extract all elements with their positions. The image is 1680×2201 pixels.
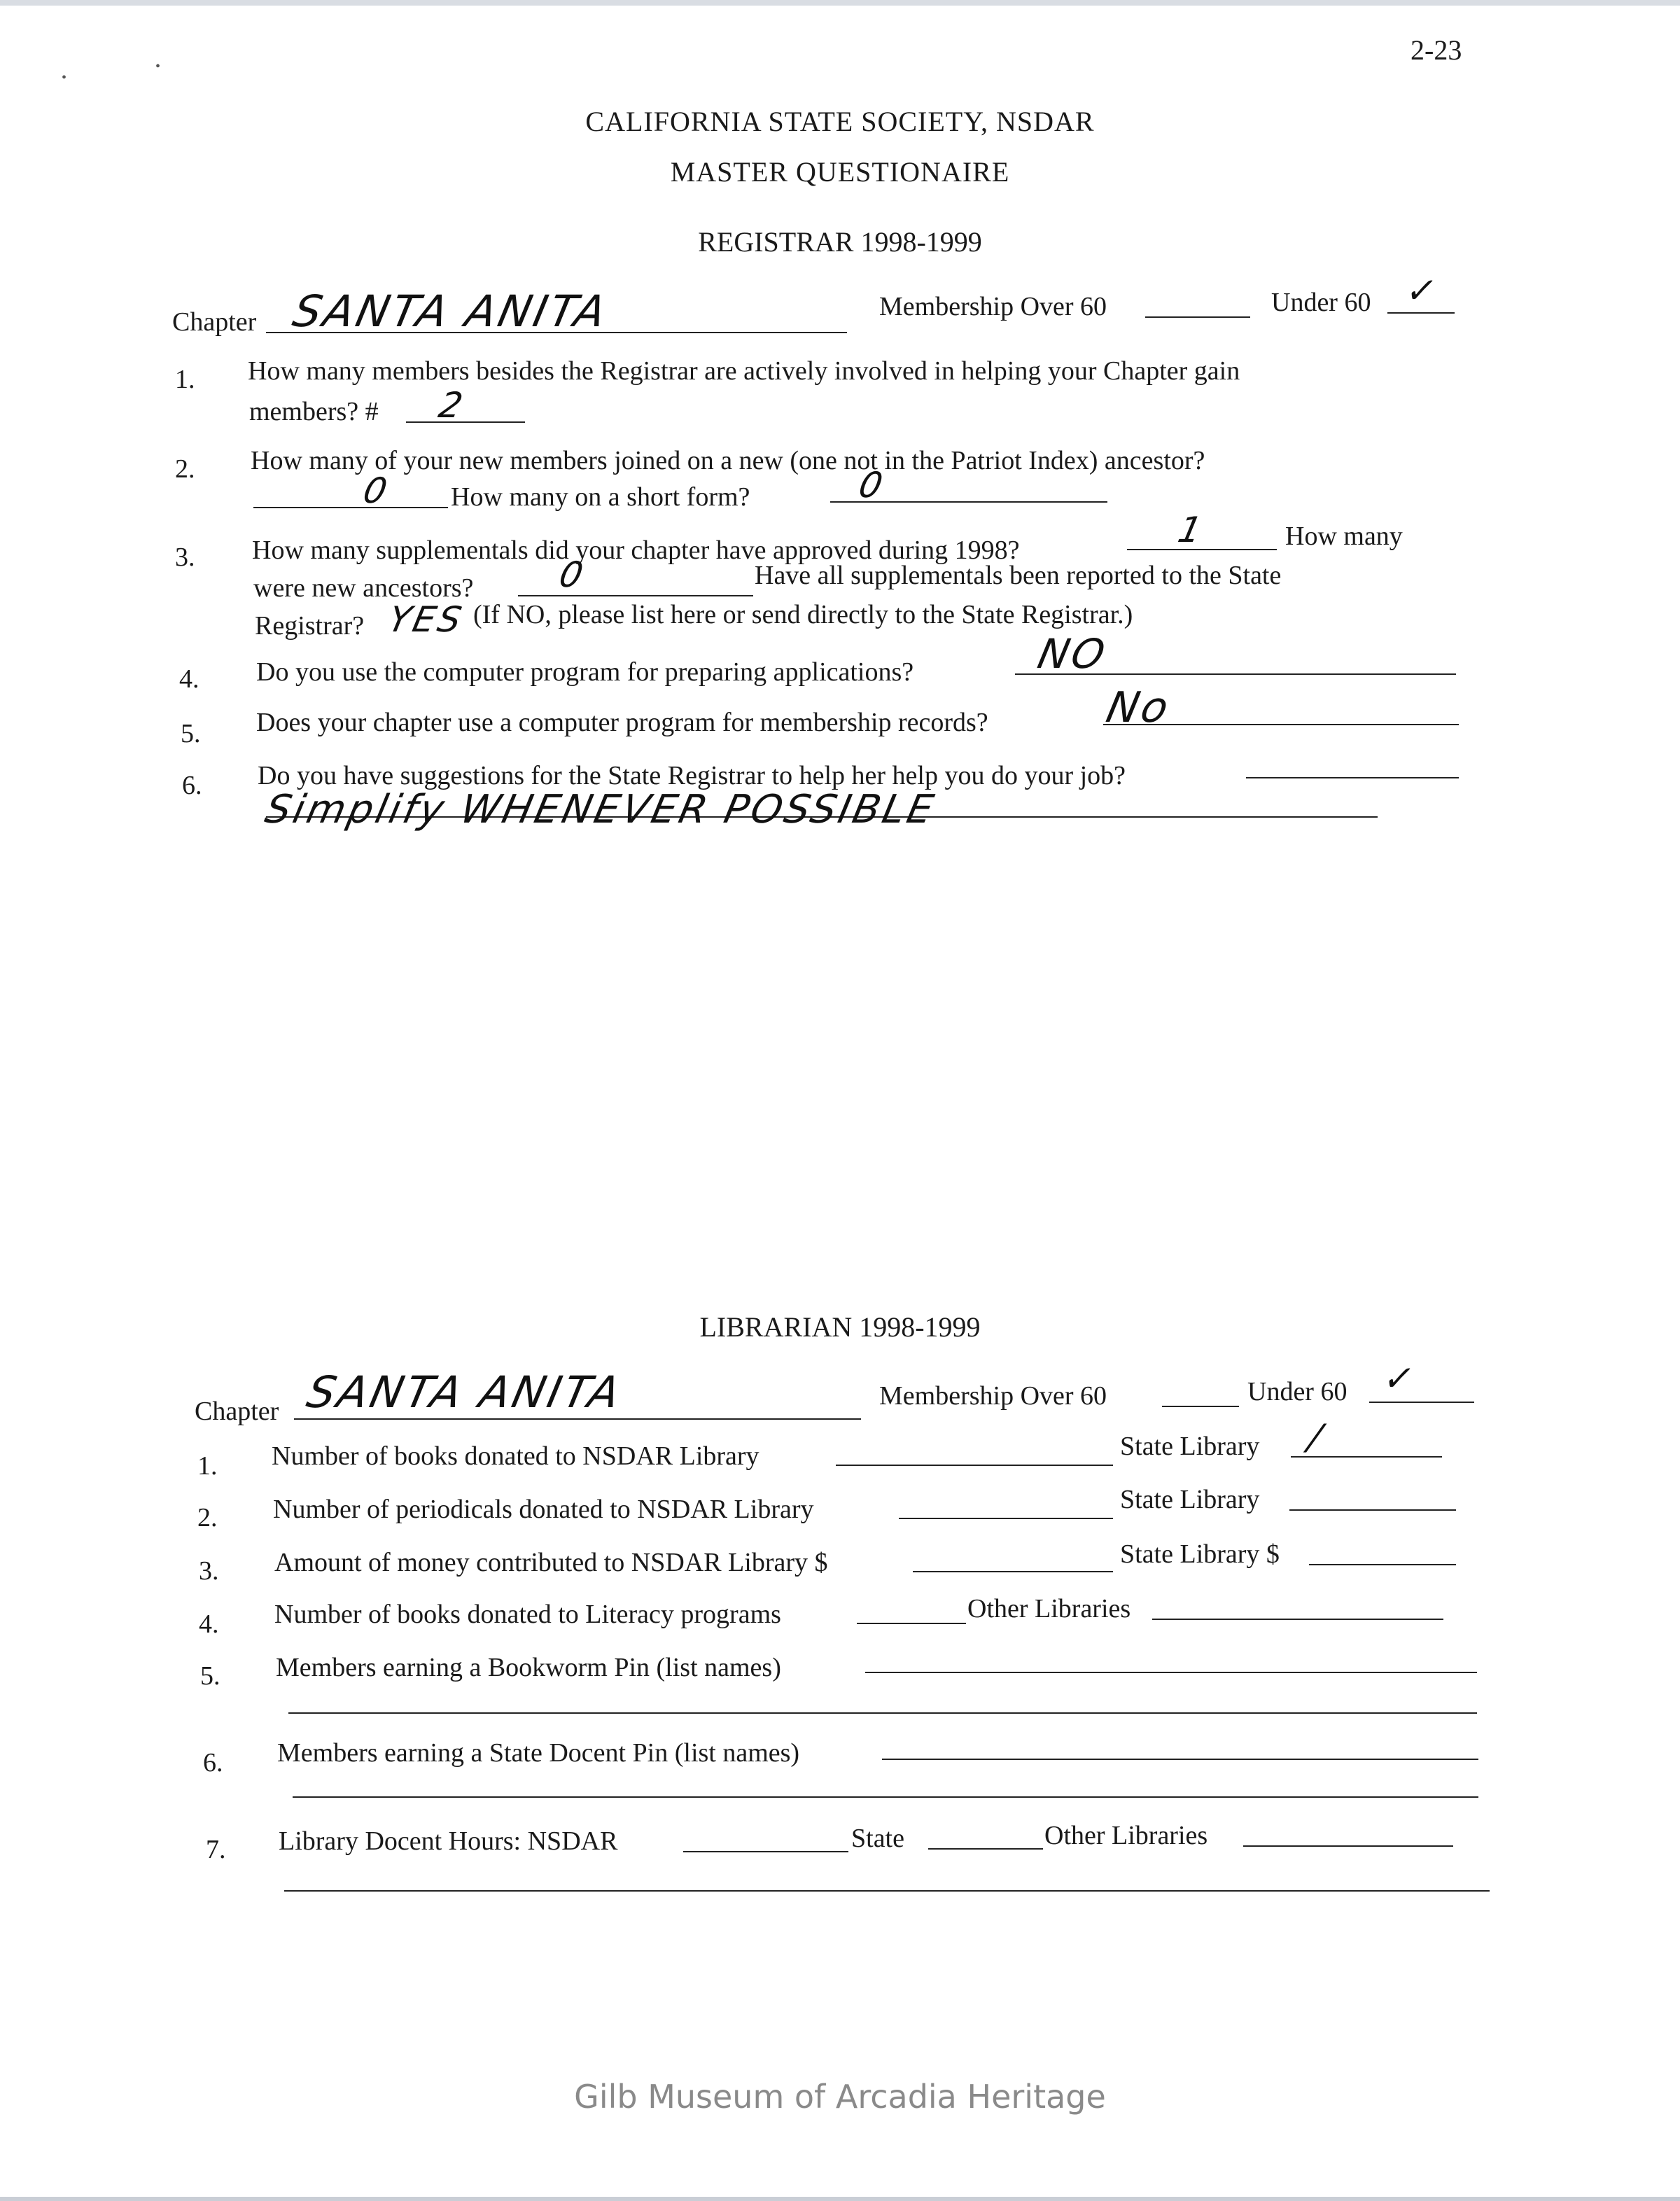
librarian-item-3-right-line xyxy=(1309,1564,1456,1565)
question-3-text-line3b: (If NO, please list here or send directly to the State Registrar.) xyxy=(473,600,1133,629)
librarian-item-4-right-line xyxy=(1152,1619,1443,1620)
librarian-item-7-text: Library Docent Hours: NSDAR xyxy=(279,1826,618,1856)
librarian-item-4-right: Other Libraries xyxy=(967,1594,1131,1623)
librarian-under60-line xyxy=(1369,1402,1474,1403)
question-3-answer-line xyxy=(1127,549,1277,550)
scan-bottom-edge xyxy=(0,2197,1680,2201)
question-3-reported-answer: YES xyxy=(384,599,468,640)
question-3-text-cont: were new ancestors? xyxy=(253,573,474,603)
registrar-under60-line xyxy=(1387,312,1455,314)
librarian-item-2-right-line xyxy=(1289,1509,1456,1511)
librarian-item-7-other-line xyxy=(1243,1845,1453,1847)
question-number: 5. xyxy=(181,719,201,748)
librarian-under60-label: Under 60 xyxy=(1247,1377,1348,1406)
question-number: 1. xyxy=(175,365,195,394)
question-number: 2. xyxy=(175,454,195,484)
librarian-over60-label: Membership Over 60 xyxy=(879,1381,1107,1411)
librarian-chapter-line xyxy=(294,1418,861,1420)
question-2-text: How many of your new members joined on a new (one not in the Patriot Index) ancestor? xyxy=(251,446,1205,475)
registrar-over60-line xyxy=(1145,316,1250,318)
librarian-item-5-line-a xyxy=(865,1672,1477,1673)
librarian-item-6-line-b xyxy=(293,1796,1478,1798)
librarian-item-5-text: Members earning a Bookworm Pin (list names) xyxy=(276,1653,781,1682)
librarian-item-3-text: Amount of money contributed to NSDAR Library $ xyxy=(274,1548,828,1577)
question-6-text: Do you have suggestions for the State Registrar to help her help you do your job? xyxy=(258,761,1126,790)
question-4-text: Do you use the computer program for preparing applications? xyxy=(256,657,914,687)
librarian-item-7-nsdar-line xyxy=(683,1851,848,1852)
question-2-shortform-answer: 0 xyxy=(855,465,889,505)
registrar-under60-label: Under 60 xyxy=(1271,288,1371,317)
librarian-item-1-text: Number of books donated to NSDAR Library xyxy=(272,1441,760,1471)
question-2-answer: 0 xyxy=(359,470,393,511)
librarian-item-number: 2. xyxy=(197,1503,218,1532)
question-6-answer-line-a xyxy=(1246,777,1459,778)
registrar-heading: REGISTRAR 1998-1999 xyxy=(698,226,982,258)
librarian-chapter-label: Chapter xyxy=(195,1397,279,1426)
question-4-answer: NO xyxy=(1033,630,1112,678)
librarian-item-7-mid: State xyxy=(851,1824,904,1853)
librarian-item-4-text: Number of books donated to Literacy programs xyxy=(274,1600,781,1629)
question-number: 6. xyxy=(182,771,202,800)
librarian-item-number: 6. xyxy=(203,1748,223,1777)
librarian-under60-mark: ✓ xyxy=(1380,1358,1422,1399)
librarian-item-1-right-answer: / xyxy=(1304,1417,1329,1458)
librarian-item-7-line-b xyxy=(284,1890,1490,1892)
registrar-chapter-value: SANTA ANITA xyxy=(288,286,613,337)
question-3-ancestors-line xyxy=(518,595,753,596)
librarian-item-number: 5. xyxy=(200,1661,220,1691)
librarian-item-2-right: State Library xyxy=(1120,1485,1260,1514)
librarian-item-1-right: State Library xyxy=(1120,1432,1260,1461)
question-number: 3. xyxy=(175,543,195,572)
question-1-answer: 2 xyxy=(435,385,469,426)
question-6-answer: Simplify WHENEVER POSSIBLE xyxy=(261,787,940,832)
librarian-item-2-text: Number of periodicals donated to NSDAR Library xyxy=(273,1495,814,1524)
librarian-over60-line xyxy=(1162,1406,1239,1407)
museum-watermark: Gilb Museum of Arcadia Heritage xyxy=(574,2078,1106,2116)
question-2-answer-line xyxy=(253,507,448,508)
question-1-text: How many members besides the Registrar are actively involved in helping your Chapter gain xyxy=(248,356,1240,386)
librarian-item-7-right: Other Libraries xyxy=(1044,1821,1208,1850)
question-1-text-cont: members? # xyxy=(249,397,379,426)
librarian-item-1-line xyxy=(836,1465,1113,1466)
librarian-heading: LIBRARIAN 1998-1999 xyxy=(699,1311,981,1343)
question-1-answer-line xyxy=(406,421,525,423)
librarian-item-number: 4. xyxy=(199,1609,219,1639)
question-3-text-cont-b: Have all supplementals been reported to the State xyxy=(755,561,1282,590)
question-3-text-line3: Registrar? xyxy=(255,611,365,641)
librarian-item-2-line xyxy=(899,1518,1113,1519)
librarian-item-4-line xyxy=(857,1623,966,1624)
librarian-item-number: 1. xyxy=(197,1451,218,1481)
registrar-over60-label: Membership Over 60 xyxy=(879,292,1107,321)
question-number: 4. xyxy=(179,664,200,694)
librarian-chapter-value: SANTA ANITA xyxy=(302,1367,627,1418)
question-3-ancestors-answer: 0 xyxy=(555,554,589,595)
document-subtitle: MASTER QUESTIONAIRE xyxy=(670,156,1010,188)
question-5-answer: No xyxy=(1102,683,1176,732)
librarian-item-6-text: Members earning a State Docent Pin (list names) xyxy=(277,1738,800,1768)
question-3-text-b: How many xyxy=(1285,522,1403,551)
scan-top-edge xyxy=(0,0,1680,6)
librarian-item-7-state-line xyxy=(928,1848,1043,1850)
question-2-text-cont: How many on a short form? xyxy=(451,482,750,512)
registrar-under60-mark: ✓ xyxy=(1402,270,1444,311)
question-3-text: How many supplementals did your chapter have approved during 1998? xyxy=(252,536,1020,565)
librarian-item-3-right: State Library $ xyxy=(1120,1539,1280,1569)
librarian-item-number: 3. xyxy=(199,1556,219,1586)
document-title: CALIFORNIA STATE SOCIETY, NSDAR xyxy=(585,106,1095,137)
scan-speck: • xyxy=(62,70,67,85)
question-5-text: Does your chapter use a computer program for membership records? xyxy=(256,708,988,737)
page-number: 2-23 xyxy=(1410,34,1462,66)
librarian-item-5-line-b xyxy=(288,1712,1477,1714)
registrar-chapter-label: Chapter xyxy=(172,307,257,337)
librarian-item-3-line xyxy=(913,1571,1113,1572)
librarian-item-number: 7. xyxy=(206,1835,226,1864)
scan-speck: • xyxy=(155,59,161,74)
librarian-item-6-line-a xyxy=(882,1759,1478,1760)
question-3-answer: 1 xyxy=(1174,510,1208,550)
